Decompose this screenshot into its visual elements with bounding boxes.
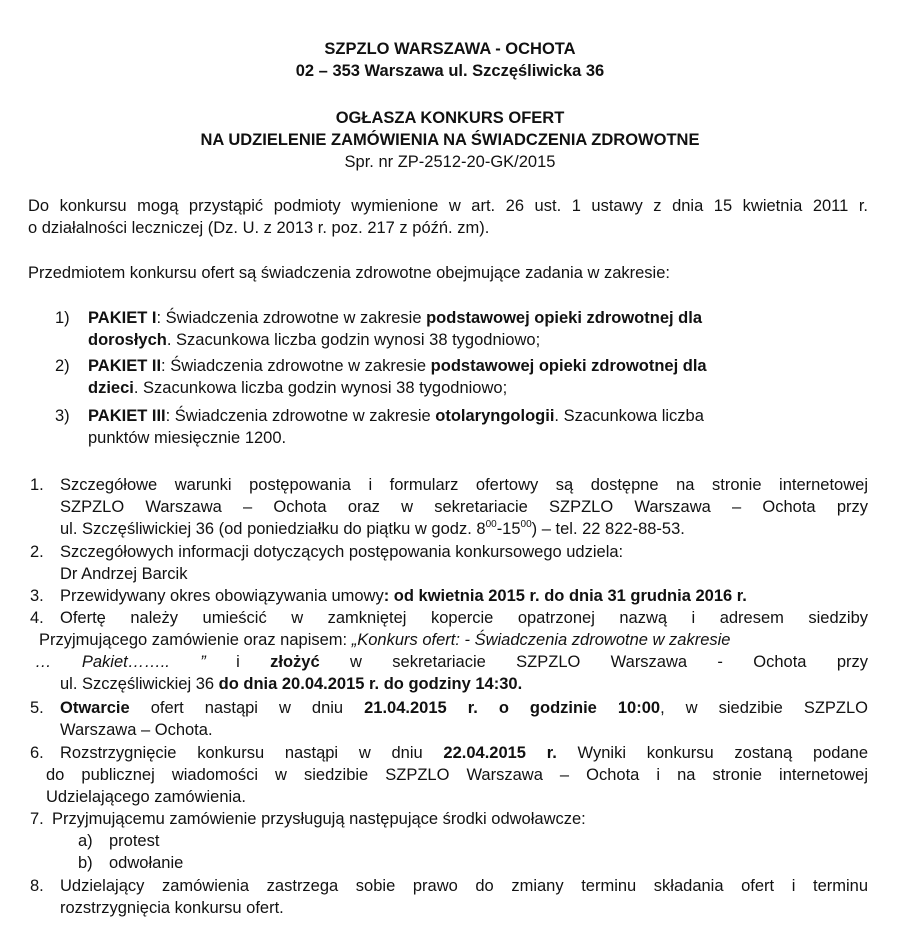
- announcement-title: OGŁASZA KONKURS OFERT: [335, 109, 565, 127]
- intro-line-1: Do konkursu mogą przystąpić podmioty wymienione w art. 26 ust. 1 ustawy z dnia 15 kwietnia 2011 r.: [28, 197, 868, 215]
- sub-item: b) odwołanie: [78, 854, 184, 872]
- item-number: 5.: [30, 699, 44, 717]
- item-number: 6.: [30, 744, 44, 762]
- organization-name: SZPZLO WARSZAWA - OCHOTA: [324, 40, 576, 58]
- package-number: 2): [55, 357, 70, 375]
- item-number: 2.: [30, 543, 44, 561]
- announcement-subtitle: NA UDZIELENIE ZAMÓWIENIA NA ŚWIADCZENIA ZDROWOTNE: [200, 131, 700, 149]
- case-reference: Spr. nr ZP-2512-20-GK/2015: [344, 153, 556, 171]
- subject-line: Przedmiotem konkursu ofert są świadczenia zdrowotne obejmujące zadania w zakresie:: [28, 264, 670, 282]
- package-number: 1): [55, 309, 70, 327]
- item-number: 1.: [30, 476, 44, 494]
- package-number: 3): [55, 407, 70, 425]
- organization-address: 02 – 353 Warszawa ul. Szczęśliwicka 36: [295, 62, 605, 80]
- package-name: PAKIET I: [88, 309, 157, 327]
- item-number: 3.: [30, 587, 44, 605]
- item-number: 8.: [30, 877, 44, 895]
- package-name: PAKIET II: [88, 357, 162, 375]
- document-page: SZPZLO WARSZAWA - OCHOTA 02 – 353 Warszawa ul. Szczęśliwicka 36 OGŁASZA KONKURS OFERT NA UDZIELENIE ZAMÓWIENIA NA ŚWIADCZENIA ZDROWOTNE Spr. nr ZP-2512-20-GK/2015 Do konkursu mogą przystąpić podmioty wymienione w art. 26 ust. 1 ustawy z dnia 15 kwietnia 2011 r. o działalności leczniczej (Dz. U. z 2013 r. poz. 217 z późń. zm). Przedmiotem konkursu ofert są świadczenia zdrowotne obejmujące zadania w zakresie: 1) PAKIET I: Świadczenia zdrowotne w zakresie podstawowej opieki zdrowotnej dla dorosłych. Szacunkowa liczba godzin wynosi 38 tygodniowo; 2) PAKIET II: Świadczenia zdrowotne w zakresie podstawowej opieki zdrowotnej dla dzieci. Szacunkowa liczba godzin wynosi 38 tygodniowo; 3) PAKIET III: Świadczenia zdrowotne w zakresie otolaryngologii. Szacunkowa liczba punktów miesięcznie 1200. 1. Szczegółowe warunki postępowania i formularz ofertowy są dostępne na stronie internetowej SZPZLO Warszawa – Ochota oraz w sekretariacie SZPZLO Warszawa – Ochota przy ul. Szczęśliwickiej 36 (od poniedziałku do piątku w godz. $8^{00}-15^{00}$) – tel. 22 822-88-53. 2. Szczegółowych informacji dotyczących postępowania konkursowego udziela: Dr Andrzej Barcik 3. Przewidywany okres obowiązywania umowy: od kwietnia 2015 r. do dnia 31 grudnia 2016 r. 4. Ofertę należy umieścić w zamkniętej kopercie opatrzonej nazwą i adresem siedziby Przyjmującego zamówienie oraz napisem: „Konkurs ofert: - Świadczenia zdrowotne w zakresie … Pakiet…….. ” i złożyć w sekretariacie SZPZLO Warszawa - Ochota przy ul. Szczęśliwickiej 36 do dnia 20.04.2015 r. do godziny 14:30. 5. Otwarcie ofert nastąpi w dniu 21.04.2015 r. o godzinie 10:00, w siedzibie SZPZLO Warszawa – Ochota. 6. Rozstrzygnięcie konkursu nastąpi w dniu 22.04.2015 r. Wyniki konkursu zostaną podane do publicznej wiadomości w siedzibie SZPZLO Warszawa – Ochota i na stronie internetowej Udzielającego zamówienia. 7. Przyjmującemu zamówienie przysługują następujące środki odwoławcze: a) protest b) odwołanie 8. Udzielający zamówienia zastrzega sobie prawo do zmiany terminu składania ofert i terminu rozstrzygnięcia konkursu ofert.: [0, 0, 900, 941]
- sub-item: a) protest: [78, 832, 160, 850]
- contact-person: Dr Andrzej Barcik: [60, 565, 188, 583]
- item-number: 4.: [30, 609, 44, 627]
- item-number: 7.: [30, 810, 44, 828]
- intro-line-2: o działalności leczniczej (Dz. U. z 2013 r. poz. 217 z późń. zm).: [28, 219, 490, 237]
- package-name: PAKIET III: [88, 407, 166, 425]
